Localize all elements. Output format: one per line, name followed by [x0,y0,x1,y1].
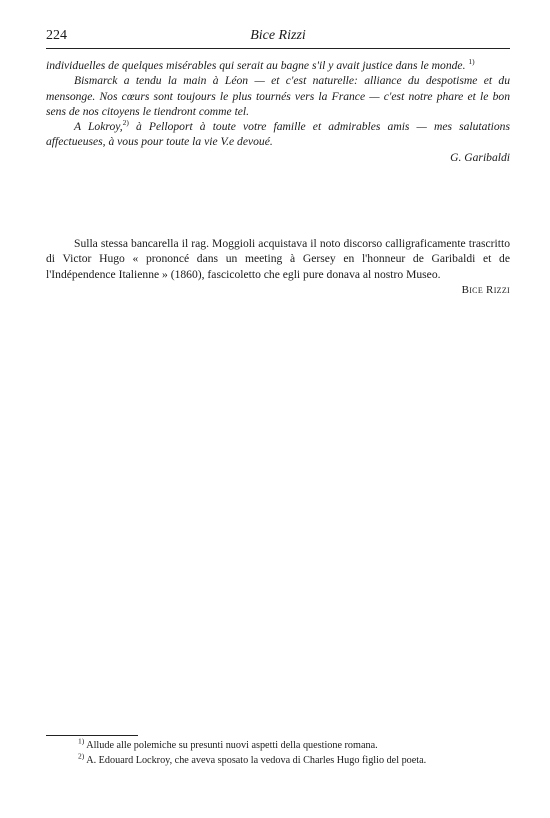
page-header [46,28,510,49]
letter-paragraph-3-lead: A Lokroy, [74,120,123,134]
letter-paragraph-1 [46,58,510,73]
article-author: Bice Rizzi [461,284,510,296]
footnotes [46,738,510,768]
footnote-2-mark: 2) [78,751,85,761]
article-body [46,236,510,282]
footnote-1-mark: 1) [78,736,85,746]
footnote-divider [46,735,138,736]
footnote-ref-1: 1) [468,57,475,67]
letter-excerpt [46,58,510,165]
letter-paragraph-1-text: individuelles de quelques misérables qui serait au bagne s'il y avait justice dans le monde. [46,59,466,72]
page-number: 224 [46,28,67,43]
letter-signature: G. Garibaldi [450,150,510,164]
running-title: Bice Rizzi [250,28,306,43]
letter-paragraph-2: Bismarck a tendu la main à Léon — et c'est naturelle: alliance du despotisme et du mensonge. Nos cœurs sont toujours le plus tournés vers la France — c'est notre phare et le bon sens de nos citoyens le tiendront comme tel. [46,74,510,118]
letter-paragraph-3 [46,119,510,150]
footnote-2 [46,753,510,768]
footnote-ref-2: 2) [122,118,129,128]
footnote-1-text: Allude alle polemiche su presunti nuovi aspetti della questione romana. [84,740,378,751]
footnote-1 [46,738,510,753]
article-paragraph: Sulla stessa bancarella il rag. Moggioli acquistava il noto discorso calligraficamente trascritto di Victor Hugo « prononcé dans un meeting à Gersey en l'honneur de Garibaldi et de l'Indépendence Italienne » (1860), fascicoletto che egli pure donava al nostro Museo. [46,237,510,281]
letter-paragraph-3-rest: à Pelloport à toute votre famille et admirables amis — mes salutations affectueuses, à vous pour toute la vie V.e devoué. [46,120,510,149]
footnote-2-text: A. Edouard Lockroy, che aveva sposato la vedova di Charles Hugo figlio del poeta. [84,755,427,766]
